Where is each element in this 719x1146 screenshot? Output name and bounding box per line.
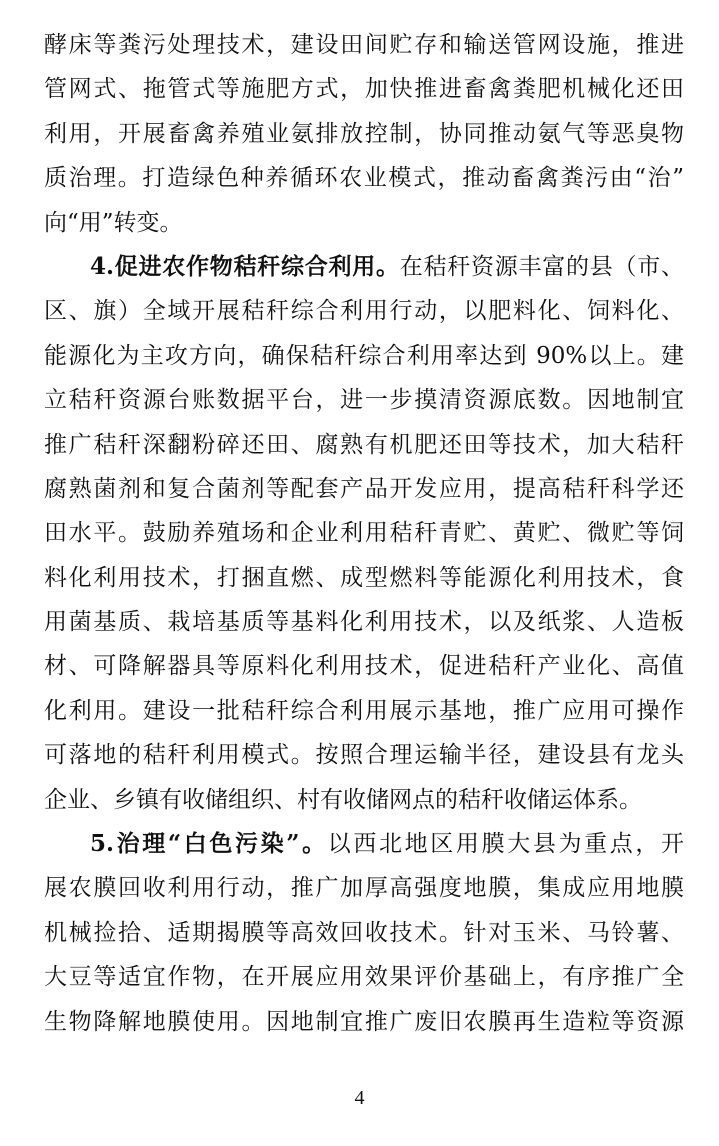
text-line: 利用，开展畜禽养殖业氨排放控制，协同推动氨气等恶臭物 <box>44 120 684 147</box>
paragraph-manure-treatment <box>44 23 684 245</box>
text-line: 酵床等粪污处理技术，建设田间贮存和输送管网设施，推进 <box>44 32 684 58</box>
text-line: 用菌基质、栽培基质等基料化利用技术，以及纸浆、人造板 <box>44 609 684 636</box>
text-line: 田水平。鼓励养殖场和企业利用秸秆青贮、黄贮、微贮等饲 <box>44 520 684 547</box>
text-run: 以西北地区用膜大县为重点，开 <box>327 831 684 858</box>
text-line: 料化利用技术，打捆直燃、成型燃料等能源化利用技术，食 <box>44 564 684 591</box>
paragraph-first-line <box>44 245 684 289</box>
text-line: 腐熟菌剂和复合菌剂等配套产品开发应用，提高秸秆科学还 <box>44 475 684 502</box>
body-text <box>44 23 684 1044</box>
text-line: 立秸秆资源台账数据平台，进一步摸清资源底数。因地制宜 <box>44 387 684 414</box>
text-line: 生物降解地膜使用。因地制宜推广废旧农膜再生造粒等资源 <box>44 1008 684 1035</box>
text-line: 材、可降解器具等原料化利用技术，促进秸秆产业化、高值 <box>44 653 684 680</box>
section-heading: 5.治理“白色污染”。 <box>90 830 328 858</box>
text-line: 质治理。打造绿色种养循环农业模式，推动畜禽粪污由“治” <box>44 165 684 192</box>
paragraph-straw-utilization <box>44 245 684 822</box>
text-line: 大豆等适宜作物，在开展应用效果评价基础上，有序推广全 <box>44 964 684 991</box>
paragraph-first-line <box>44 822 684 866</box>
text-line: 能源化为主攻方向，确保秸秆综合利用率达到 90%以上。建 <box>44 342 684 369</box>
text-line: 推广秸秆深翻粉碎还田、腐熟有机肥还田等技术，加大秸秆 <box>44 431 684 458</box>
text-line: 化利用。建设一批秸秆综合利用展示基地，推广应用可操作 <box>44 697 684 724</box>
text-line: 展农膜回收利用行动，推广加厚高强度地膜，集成应用地膜 <box>44 875 684 902</box>
paragraph-white-pollution <box>44 822 684 1044</box>
text-run: 在秸秆资源丰富的县（市、 <box>399 253 685 280</box>
text-line: 管网式、拖管式等施肥方式，加快推进畜禽粪肥机械化还田 <box>44 76 684 103</box>
text-line: 机械捡拾、适期揭膜等高效回收技术。针对玉米、马铃薯、 <box>44 919 684 946</box>
text-line: 可落地的秸秆利用模式。按照合理运输半径，建设县有龙头 <box>44 742 684 769</box>
text-line: 区、旗）全域开展秸秆综合利用行动，以肥料化、饲料化、 <box>44 298 684 325</box>
text-line: 向“用”转变。 <box>44 209 183 236</box>
text-line: 企业、乡镇有收储组织、村有收储网点的秸秆收储运体系。 <box>44 786 642 813</box>
section-heading: 4.促进农作物秸秆综合利用。 <box>90 252 400 280</box>
page-number: 4 <box>354 1087 365 1109</box>
